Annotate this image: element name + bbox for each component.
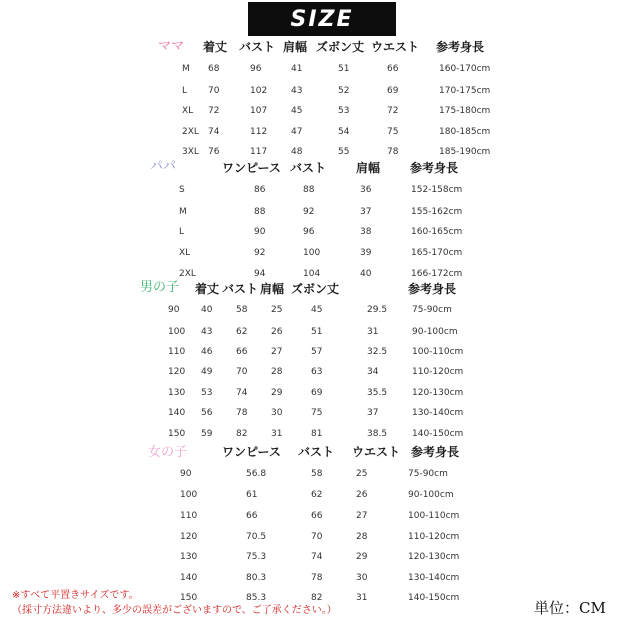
table-cell: 117: [250, 147, 268, 157]
table-cell: 90-100cm: [408, 490, 454, 500]
column-header: ウエスト: [371, 40, 420, 54]
note-measurement-error: （採寸方法違いより、多少の誤差がございますので、ご了承ください。）: [12, 605, 337, 616]
column-header: 参考身長: [411, 445, 460, 459]
table-cell: 90: [254, 227, 266, 237]
table-cell: 88: [303, 185, 315, 195]
table-cell: 100: [303, 248, 321, 258]
table-cell: 38.5: [367, 429, 388, 439]
column-header: バスト: [222, 282, 259, 296]
table-cell: 155-162cm: [411, 207, 463, 217]
table-cell: 31: [271, 429, 283, 439]
column-header: 参考身長: [410, 161, 459, 175]
table-cell: 70: [236, 367, 248, 377]
table-cell: 41: [291, 64, 303, 74]
table-cell: 100-110cm: [408, 511, 460, 521]
table-cell: 120-130cm: [412, 388, 464, 398]
table-cell: 96: [250, 64, 262, 74]
size-cell: M: [182, 64, 190, 74]
table-cell: 66: [311, 511, 323, 521]
table-cell: 38: [360, 227, 372, 237]
table-cell: 28: [271, 367, 283, 377]
table-cell: 28: [356, 532, 368, 542]
column-header: バスト: [290, 161, 327, 175]
table-cell: 140-150cm: [412, 429, 464, 439]
table-cell: 54: [338, 127, 350, 137]
table-cell: 85.3: [246, 593, 267, 603]
column-header: ワンピース: [222, 161, 281, 175]
table-cell: 140-150cm: [408, 593, 460, 603]
size-cell: L: [179, 227, 185, 237]
table-cell: 82: [311, 593, 323, 603]
unit-label: 単位：CM: [534, 599, 606, 617]
table-cell: 45: [311, 305, 323, 315]
table-cell: 160-170cm: [439, 64, 491, 74]
column-header: ウエスト: [352, 445, 401, 459]
table-cell: 72: [387, 106, 399, 116]
section-label-boy: 男の子: [140, 280, 180, 295]
table-cell: 63: [311, 367, 323, 377]
column-header: 肩幅: [283, 40, 308, 54]
size-cell: 140: [168, 408, 186, 418]
table-cell: 37: [360, 207, 372, 217]
section-label-mama: ママ: [158, 39, 185, 54]
size-cell: 100: [180, 490, 198, 500]
section-label-papa: パパ: [150, 159, 177, 174]
table-cell: 80.3: [246, 573, 267, 583]
table-cell: 69: [311, 388, 323, 398]
table-cell: 74: [208, 127, 220, 137]
column-header: 参考身長: [408, 282, 457, 296]
table-cell: 32.5: [367, 347, 388, 357]
size-cell: 140: [180, 573, 198, 583]
table-cell: 88: [254, 207, 266, 217]
section-label-girl: 女の子: [148, 445, 188, 460]
table-cell: 46: [201, 347, 213, 357]
table-cell: 75: [387, 127, 399, 137]
table-cell: 68: [208, 64, 220, 74]
table-cell: 52: [338, 86, 350, 96]
table-cell: 66: [236, 347, 248, 357]
table-cell: 75.3: [246, 552, 267, 562]
size-cell: 120: [180, 532, 198, 542]
table-cell: 29: [271, 388, 283, 398]
table-cell: 57: [311, 347, 323, 357]
table-cell: 107: [250, 106, 268, 116]
table-cell: 130-140cm: [408, 573, 460, 583]
table-cell: 70: [311, 532, 323, 542]
table-cell: 48: [291, 147, 303, 157]
table-cell: 31: [356, 593, 368, 603]
table-cell: 53: [201, 388, 213, 398]
size-cell: 110: [180, 511, 198, 521]
table-cell: 75: [311, 408, 323, 418]
size-banner: [248, 2, 396, 36]
table-cell: 55: [338, 147, 350, 157]
table-cell: 66: [387, 64, 399, 74]
size-cell: 90: [180, 469, 192, 479]
table-cell: 185-190cm: [439, 147, 491, 157]
table-cell: 29: [356, 552, 368, 562]
table-cell: 26: [356, 490, 368, 500]
table-cell: 43: [201, 327, 213, 337]
size-cell: XL: [182, 106, 194, 116]
column-header: 肩幅: [260, 282, 285, 296]
size-cell: 3XL: [182, 147, 199, 157]
size-cell: 100: [168, 327, 186, 337]
table-cell: 69: [387, 86, 399, 96]
table-cell: 78: [387, 147, 399, 157]
table-cell: 56.8: [246, 469, 267, 479]
table-cell: 58: [236, 305, 248, 315]
table-cell: 66: [246, 511, 258, 521]
table-cell: 152-158cm: [411, 185, 463, 195]
table-cell: 86: [254, 185, 266, 195]
size-cell: 130: [180, 552, 198, 562]
table-cell: 45: [291, 106, 303, 116]
size-cell: S: [179, 185, 185, 195]
table-cell: 35.5: [367, 388, 388, 398]
table-cell: 29.5: [367, 305, 388, 315]
table-cell: 74: [236, 388, 248, 398]
column-header: 着丈: [203, 40, 228, 54]
column-header: ズボン丈: [316, 40, 365, 54]
table-cell: 25: [271, 305, 283, 315]
table-cell: 75-90cm: [412, 305, 452, 315]
size-cell: 2XL: [179, 269, 196, 279]
table-cell: 49: [201, 367, 213, 377]
table-cell: 56: [201, 408, 213, 418]
size-cell: 150: [180, 593, 198, 603]
table-cell: 78: [311, 573, 323, 583]
table-cell: 26: [271, 327, 283, 337]
table-cell: 40: [360, 269, 372, 279]
column-header: バスト: [239, 40, 276, 54]
table-cell: 75-90cm: [408, 469, 448, 479]
table-cell: 43: [291, 86, 303, 96]
size-cell: 90: [168, 305, 180, 315]
table-cell: 30: [271, 408, 283, 418]
size-cell: 2XL: [182, 127, 199, 137]
table-cell: 47: [291, 127, 303, 137]
table-cell: 51: [311, 327, 323, 337]
table-cell: 59: [201, 429, 213, 439]
table-cell: 74: [311, 552, 323, 562]
table-cell: 170-175cm: [439, 86, 491, 96]
table-cell: 51: [338, 64, 350, 74]
table-cell: 70: [208, 86, 220, 96]
size-cell: 130: [168, 388, 186, 398]
table-cell: 81: [311, 429, 323, 439]
table-cell: 53: [338, 106, 350, 116]
table-cell: 90-100cm: [412, 327, 458, 337]
table-cell: 110-120cm: [408, 532, 460, 542]
table-cell: 31: [367, 327, 379, 337]
size-cell: 120: [168, 367, 186, 377]
note-flat-measure: ※すべて平置きサイズです。: [12, 590, 139, 601]
table-cell: 40: [201, 305, 213, 315]
table-cell: 92: [303, 207, 315, 217]
banner-title: SIZE: [290, 6, 354, 32]
table-cell: 110-120cm: [412, 367, 464, 377]
size-cell: L: [182, 86, 188, 96]
table-cell: 39: [360, 248, 372, 258]
table-cell: 37: [367, 408, 379, 418]
table-cell: 27: [271, 347, 283, 357]
table-cell: 104: [303, 269, 321, 279]
table-cell: 58: [311, 469, 323, 479]
size-cell: 110: [168, 347, 186, 357]
column-header: ズボン丈: [291, 282, 340, 296]
table-cell: 165-170cm: [411, 248, 463, 258]
table-cell: 82: [236, 429, 248, 439]
table-cell: 25: [356, 469, 368, 479]
table-cell: 92: [254, 248, 266, 258]
table-cell: 160-165cm: [411, 227, 463, 237]
table-cell: 180-185cm: [439, 127, 491, 137]
table-cell: 62: [311, 490, 323, 500]
table-cell: 70.5: [246, 532, 267, 542]
column-header: バスト: [298, 445, 335, 459]
table-cell: 130-140cm: [412, 408, 464, 418]
table-cell: 96: [303, 227, 315, 237]
table-cell: 100-110cm: [412, 347, 464, 357]
column-header: 参考身長: [436, 40, 485, 54]
table-cell: 34: [367, 367, 379, 377]
size-cell: 150: [168, 429, 186, 439]
table-cell: 112: [250, 127, 268, 137]
table-cell: 78: [236, 408, 248, 418]
table-cell: 62: [236, 327, 248, 337]
table-cell: 36: [360, 185, 372, 195]
table-cell: 102: [250, 86, 268, 96]
column-header: 肩幅: [356, 161, 381, 175]
table-cell: 120-130cm: [408, 552, 460, 562]
table-cell: 175-180cm: [439, 106, 491, 116]
column-header: ワンピース: [222, 445, 281, 459]
table-cell: 61: [246, 490, 258, 500]
table-cell: 76: [208, 147, 220, 157]
table-cell: 166-172cm: [411, 269, 463, 279]
table-cell: 94: [254, 269, 266, 279]
column-header: 着丈: [195, 282, 220, 296]
table-cell: 30: [356, 573, 368, 583]
size-cell: XL: [179, 248, 191, 258]
table-cell: 27: [356, 511, 368, 521]
table-cell: 72: [208, 106, 220, 116]
size-cell: M: [179, 207, 187, 217]
